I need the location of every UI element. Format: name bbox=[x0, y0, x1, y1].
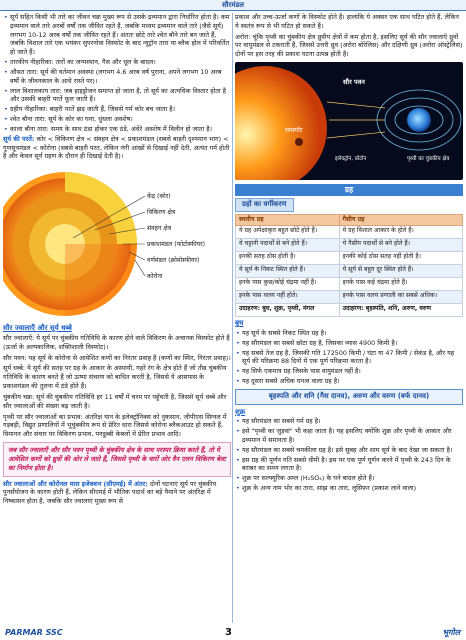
label-core: केंद्र (कोर) bbox=[147, 193, 171, 201]
list-item: • इसे "पृथ्वी का जुड़वां" भी कहा जाता है। यह इसलिए क्योंकि शुक्र और पृथ्वी के आकार और द्रव्यमान में समानता है। bbox=[235, 427, 463, 445]
label-chromosphere: वर्णमंडल (क्रोमोस्फीयर) bbox=[147, 257, 200, 265]
table-cell: ये सूर्य से बहुत दूर स्थित होते हैं। bbox=[339, 265, 462, 278]
label-particles: इलेक्ट्रॉन, प्रोटॉन bbox=[335, 156, 367, 163]
label-sunspot: सनस्पॉट bbox=[285, 127, 303, 135]
page-header bbox=[0, 0, 466, 11]
table-cell: इनकी कोई ठोस सतह नहीं होती है। bbox=[339, 252, 462, 265]
giants-banner: बृहस्पति और शनि (गैस दानव), अरुण और वरुण (बर्फ दानव) bbox=[235, 389, 463, 405]
label-convection-zone: संवहन क्षेत्र bbox=[147, 225, 172, 233]
venus-facts-list bbox=[235, 417, 463, 493]
header-gaseous: गैसीय ग्रह bbox=[339, 214, 462, 226]
table-cell: ये चट्टानी पदार्थों से बने होते हैं। bbox=[236, 239, 340, 252]
sunspots-paragraph: सूर्य धब्बे: ये सूर्य की सतह पर ग्रह के आकार के अस्थायी, गहरे रंग के क्षेत्र होते हैं जो तीव्र चुंबकीय गतिविधि के कारण बनते हैं जो ऊष्मा संचरण को बाधित करती है, जिससे ये आसपास के प्रकाशमंडल की तुलना में ठंडे होते हैं। bbox=[3, 364, 227, 391]
table-cell: ये ग्रह अपेक्षाकृत बहुत छोटे होते हैं। bbox=[236, 226, 340, 239]
list-item: • यह सौरमंडल का सबसे छोटा ग्रह है, जिसका व्यास 4900 किमी है। bbox=[235, 339, 463, 348]
venus-heading: शुक्र bbox=[235, 407, 246, 416]
star-lifecycle-list bbox=[3, 13, 231, 134]
table-row bbox=[236, 304, 463, 317]
table-row bbox=[236, 278, 463, 291]
table-cell: ये गैसीय पदार्थों से बने होते हैं। bbox=[339, 239, 462, 252]
aurora-paragraph: अरोरा: चूंकि पृथ्वी का चुंबकीय क्षेत्र ध्रुवीय क्षेत्रों में कम होता है, इसलिए सूर्य की सौर ज्वालाएँ ध्रुवों पर वायुमंडल से टकराती हैं, जिससे उत्तरी ध्रुव (अरोरा बोरेलिस) और दक्षिणी ध्रुव (अरोरा ऑस्ट्रेलिस) दोनों पर इस तरह की प्रकाश घटना उत्पन्न होती है। bbox=[235, 32, 463, 59]
sun-shade bbox=[65, 244, 137, 316]
list-item: • यह सबसे तेज ग्रह है, जिसकी गति 172500 किमी / घंटा या 47 किमी / सेकंड है, और यह सूर्य की परिक्रमा 88 दिनों में एक पूर्ण परिक्रमा करता है। bbox=[235, 349, 463, 367]
table-cell: ये सूर्य के निकट स्थित होते हैं। bbox=[236, 265, 340, 278]
list-item: • यह दूसरा सबसे अधिक घनत्व वाला ग्रह है। bbox=[235, 377, 463, 386]
planets-section-bar: ग्रह bbox=[235, 184, 463, 196]
table-cell: इनके पास कई चंद्रमा होते हैं। bbox=[339, 278, 462, 291]
table-cell: इनके पास वलय नहीं होते। bbox=[236, 291, 340, 304]
lifecycle-item: • श्वेत बौना तारा: सूर्य के कोर का घना, धुंधला अवशेष। bbox=[3, 115, 231, 124]
table-row bbox=[236, 265, 463, 278]
header-terrestrial: स्थलीय ग्रह bbox=[236, 214, 340, 226]
list-item: • यह सौरमंडल का सबसे गर्म ग्रह है। bbox=[235, 417, 463, 426]
sun-layers-paragraph bbox=[3, 135, 231, 161]
table-header-row bbox=[236, 214, 463, 226]
list-item: • इस ग्रह की पूर्णन गति सबसे धीमी है। इस पर एक पूर्ण घूर्णन करने में पृथ्वी के 243 दिन के बराबर का समय लगता है। bbox=[235, 456, 463, 474]
van-allen-callout: जब सौर ज्वालाएँ और सौर पवन पृथ्वी के चुंबकीय क्षेत्र के साथ परस्पर क्रिया करते हैं, तो ये आवेशित कणों को ध्रुवों की ओर ले जाते हैं, जिससे पृथ्वी के चारों ओर वैन एलन विकिरण बेल्ट का निर्माण होता है। bbox=[3, 442, 231, 476]
label-corona: कोरोना bbox=[147, 273, 163, 281]
table-cell: उदाहरण: बुध, शुक्र, पृथ्वी, मंगल bbox=[236, 304, 340, 317]
table-cell: इनके पास कुछ/कोई चंद्रमा नहीं हैं। bbox=[236, 278, 340, 291]
flares-continuation: प्रकाश और उच्च-ऊर्जा कणों के विस्फोट होते हैं। हालांकि ये अक्सर एक साथ घटित होते हैं, लेकिन ये स्वतंत्र रूप से भी घटित हो सकते हैं। bbox=[235, 13, 459, 30]
cme-heading: सौर ज्वालाओं और कोरोनल मास इजेक्शन (सीएमई) में अंतर: bbox=[3, 479, 148, 488]
table-row bbox=[236, 239, 463, 252]
lifecycle-item: • लाल विशालकाय तारा: जब हाइड्रोजन समाप्त हो जाता है, तो सूर्य का अत्यधिक विस्तार होता है और उसकी बाहरी परतें फूल जाती हैं। bbox=[3, 87, 231, 105]
sun-cross-section-svg bbox=[3, 164, 231, 322]
label-photosphere: प्रकाशमंडल (फोटोस्फीयर) bbox=[147, 241, 206, 249]
sunspot-mark bbox=[295, 138, 303, 146]
solar-wind-paragraph: सौर पवन: यह सूर्य के कोरोना से आवेशित कणों का निरंतर प्रवाह है (कणों का स्थिर, निरंतर प्रवाह)। bbox=[3, 353, 231, 362]
table-cell: उदाहरण: बृहस्पति, शनि, अरुण, वरुण bbox=[339, 304, 462, 317]
planet-classification-tab: ग्रहों का वर्गीकरण bbox=[235, 198, 294, 212]
label-solar-wind: सौर पवन bbox=[343, 78, 365, 87]
mercury-facts-list bbox=[235, 329, 463, 386]
table-cell: इनके पास वलय प्रणाली का सबसे अधिक। bbox=[339, 291, 462, 304]
left-column bbox=[3, 13, 231, 623]
table-row bbox=[236, 252, 463, 265]
lifecycle-item: • काला बौना तारा: समय के साथ ठंडा होकर एक ठंडे, अंधेरे अवशेष में विलीन हो जाता है। bbox=[3, 125, 231, 134]
solar-flares-heading: सौर ज्वालाएँ और सूर्य धब्बे bbox=[3, 324, 72, 333]
magnetic-cycle-paragraph: चुंबकीय चक्र: सूर्य की चुंबकीय गतिविधि हर 11 वर्षों में चरम पर पहुँचती है, जिससे सूर्य धब्बे और सौर ज्वालाओं की संख्या बढ़ जाती है। bbox=[3, 392, 227, 410]
list-item: • यह सूर्य के सबसे निकट स्थित ग्रह है। bbox=[235, 329, 463, 338]
sun-layers-diagram bbox=[3, 164, 231, 322]
label-earth-field: पृथ्वी का चुंबकीय क्षेत्र bbox=[407, 156, 450, 163]
sun-layers-text: कोर < विकिरण क्षेत्र < संवहन क्षेत्र < प्रकाशमंडल (सबसे बाहरी दृश्यमान भाग) < गुणसूत्रमंडल < कोरोना (सबसे बाहरी परत, लेकिन नंगी आंखों से दिखाई नहीं देती, अत्यंत गर्म होती है और केवल सूर्य ग्रहण के दौरान ही दिखाई देती है)। bbox=[3, 134, 230, 161]
mercury-heading: बुध bbox=[235, 319, 244, 328]
cme-text: दोनों घटनाएं सूर्य पर चुंबकीय पुनर्संयोजन के कारण होती हैं, लेकिन सीएमई में भौतिक पदार्थ का बड़े पैमाने पर अंतरिक्ष में निष्कासन होता है, जबकि सौर ज्वालाएं मुख्य रूप से bbox=[3, 479, 217, 506]
footer-page-number: 3 bbox=[225, 627, 232, 638]
table-cell: इनकी सतह ठोस होती है। bbox=[236, 252, 340, 265]
lifecycle-item: • औसत तारा: सूर्य की वर्तमान अवस्था (लगभग 4.6 अरब वर्ष पुराना, अपने लगभग 10 अरब वर्षों के जीवनकाल के आधे रास्ते पर)। bbox=[3, 68, 231, 86]
planet-comparison-table bbox=[235, 214, 463, 318]
right-column bbox=[235, 13, 463, 623]
earth-globe bbox=[407, 108, 431, 132]
lifecycle-item: • तारकीय नीहारिका: तारों का जन्मस्थान, गैस और धूल के बादल। bbox=[3, 58, 231, 67]
footer-brand: PARMAR SSC bbox=[5, 628, 63, 637]
list-item: • यह सिर्फ एकमात्र ग्रह जिसके पास वायुमंडल नहीं है। bbox=[235, 367, 463, 376]
table-row bbox=[236, 291, 463, 304]
sun-layers-heading: सूर्य की परतें: bbox=[3, 134, 35, 143]
flares-paragraph: सौर ज्वालाएँ: ये सूर्य पर चुंबकीय गतिविधि के कारण होने वाले विकिरण के अचानक विस्फोट होते हैं (ऊर्जा के अल्पकालिक, शक्तिशाली विस्फोट)। bbox=[3, 333, 230, 351]
list-item: • शुक्र के अन्य नाम भोर का तारा, सांझ का तारा, लूसिफ़र (प्रकाश लाने वाला) bbox=[235, 484, 463, 493]
lifecycle-item: • ग्रहीय नीहारिका: बाहरी परतें झड़ जाती हैं, जिससे गर्म कोर बच जाता है। bbox=[3, 105, 231, 114]
table-row bbox=[236, 226, 463, 239]
list-item: • यह सौरमंडल का सबसे चमकीला ग्रह है। इसे सुबह और शाम सूर्य के बाद देखा जा सकता है। bbox=[235, 446, 463, 455]
list-item: • शुक्र पर सल्फ्यूरिक अम्ल (H₂SO₄) के घने बादल होते हैं। bbox=[235, 474, 463, 483]
table-cell: ये ग्रह विशाल आकार के होते हैं। bbox=[339, 226, 462, 239]
cme-paragraph bbox=[3, 480, 231, 506]
space-svg bbox=[235, 62, 463, 180]
page-header-title: सौरमंडल bbox=[221, 1, 245, 9]
footer-subject: भूगोल bbox=[442, 628, 460, 637]
column-divider bbox=[232, 13, 233, 623]
intro-paragraph: • सूर्य सहित किसी भी तारे का जीवन चक्र मुख्य रूप से उसके द्रव्यमान द्वारा निर्धारित होता है। कम द्रव्यमान वाले तारे अरबों वर्षों तक जीवित रहते हैं, जबकि मध्यम द्रव्यमान वाले तारे (जैसे सूर्य) लगभग 10-12 अरब वर्षों तक जीवित रहते हैं। अंततः छोटे तारे श्वेत बौने तारे बन जाते हैं, जबकि विशाल तारे एक भयंकर सुपरनोवा विस्फोट के बाद न्यूट्रॉन तारा या ब्लैक होल में परिवर्तित हो जाते हैं। bbox=[3, 13, 231, 57]
impact-paragraph: पृथ्वी पर सौर ज्वालाओं का प्रभाव: अंतरिक्ष यान के इलेक्ट्रॉनिक्स को नुकसान, जीपीएस सिग्नल में गड़बड़ी, विद्युत प्रणालियों में भूचुंबकीय रूप से प्रेरित धारा जिससे कोरोना ब्लैकआउट हो सकते हैं, विमानन और संचार पर विकिरण प्रभाव, पनडुब्बी केबलों में प्रेरित प्रभाव आदि। bbox=[3, 412, 227, 439]
sun-earth-illustration bbox=[235, 62, 463, 180]
label-radiative-zone: विकिरण क्षेत्र bbox=[147, 209, 176, 217]
page-footer bbox=[0, 625, 466, 640]
